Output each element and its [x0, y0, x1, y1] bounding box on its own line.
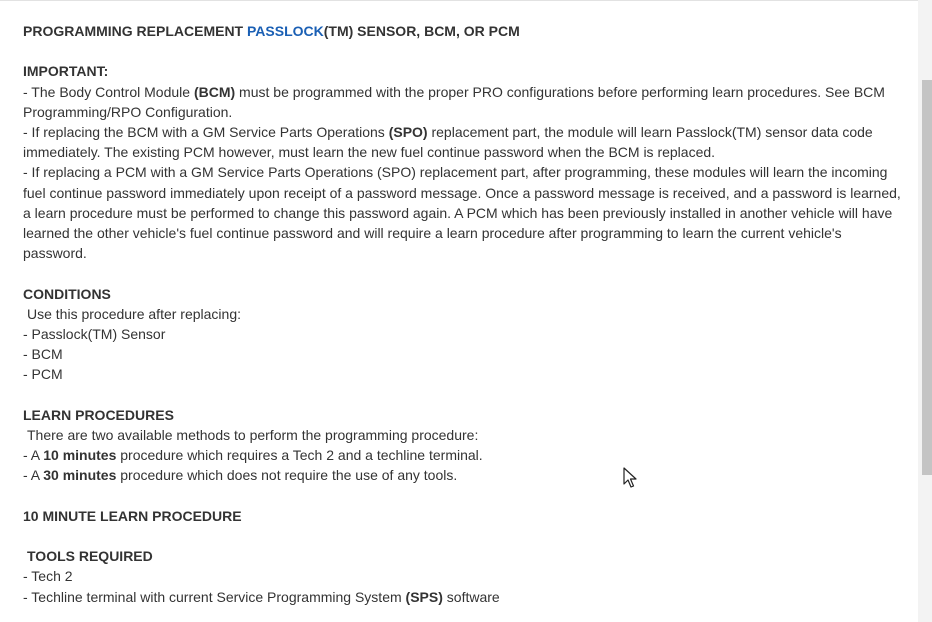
- important-p2-text: - If replacing the BCM with a GM Service Parts Operations: [23, 124, 389, 140]
- tools-item2-bold: (SPS): [405, 588, 443, 605]
- learn-item1-prefix: - A: [23, 447, 44, 464]
- tools-item2-text-end: software: [442, 588, 500, 605]
- ten-minute-heading: 10 MINUTE LEARN PROCEDURE: [23, 507, 242, 524]
- tools-required-heading: TOOLS REQUIRED: [27, 548, 153, 565]
- important-p2-bold: (SPO): [388, 124, 428, 140]
- tools-item-tech2: - Tech 2: [23, 568, 73, 585]
- learn-item1-text: procedure which requires a Tech 2 and a techline terminal.: [116, 447, 483, 464]
- learn-item-30-minutes: [23, 465, 903, 485]
- document-content: [23, 21, 903, 607]
- important-paragraph-3: - If replacing a PCM with a GM Service Parts Operations (SPO) replacement part, after programming, these modules will learn the incoming fuel continue password immediately upon receipt of a password message. Once a password message is received, and a password is learned, a learn procedure must be performed to change this password again. A PCM which has been previously installed in another vehicle will have learned the other vehicle's fuel continue password and will require a learn procedure after programming to learn the current vehicle's password.: [23, 164, 901, 262]
- conditions-item-bcm: - BCM: [23, 346, 63, 363]
- passlock-link[interactable]: PASSLOCK: [247, 23, 324, 39]
- tools-item-techline: [23, 587, 903, 607]
- important-paragraph-1: [23, 82, 903, 122]
- important-p1-text: - The Body Control Module: [23, 83, 194, 100]
- vertical-scrollbar-thumb[interactable]: [922, 80, 932, 475]
- important-p1-bold: (BCM): [193, 83, 236, 100]
- learn-item1-bold: 10 minutes: [43, 447, 117, 464]
- important-paragraph-2: [23, 122, 903, 162]
- learn-item2-bold: 30 minutes: [43, 467, 117, 484]
- conditions-intro: Use this procedure after replacing:: [27, 305, 241, 322]
- learn-item2-prefix: - A: [23, 467, 44, 484]
- learn-procedures-intro: There are two available methods to perform the programming procedure:: [27, 427, 479, 444]
- learn-item-10-minutes: [23, 445, 903, 465]
- mouse-pointer-icon: [623, 467, 637, 489]
- conditions-heading: CONDITIONS: [23, 285, 111, 302]
- important-heading: IMPORTANT:: [23, 63, 109, 80]
- title-prefix: PROGRAMMING REPLACEMENT: [23, 23, 247, 39]
- conditions-item-passlock: - Passlock(TM) Sensor: [23, 326, 166, 343]
- learn-item2-text: procedure which does not require the use of any tools.: [116, 467, 458, 484]
- page-title: [23, 21, 903, 41]
- title-suffix: (TM) SENSOR, BCM, OR PCM: [323, 23, 520, 39]
- tools-item2-text: - Techline terminal with current Service Programming System: [23, 588, 406, 605]
- conditions-item-pcm: - PCM: [23, 366, 63, 383]
- important-p1-text-end: must be programmed with the proper PRO configurations before performing learn procedures. See BCM Programming/RPO Configuration.: [23, 83, 885, 120]
- learn-procedures-heading: LEARN PROCEDURES: [23, 406, 174, 423]
- important-p2-text-end: replacement part, the module will learn Passlock(TM) sensor data code immediately. The existing PCM however, must learn the new fuel continue password when the BCM is replaced.: [23, 124, 873, 161]
